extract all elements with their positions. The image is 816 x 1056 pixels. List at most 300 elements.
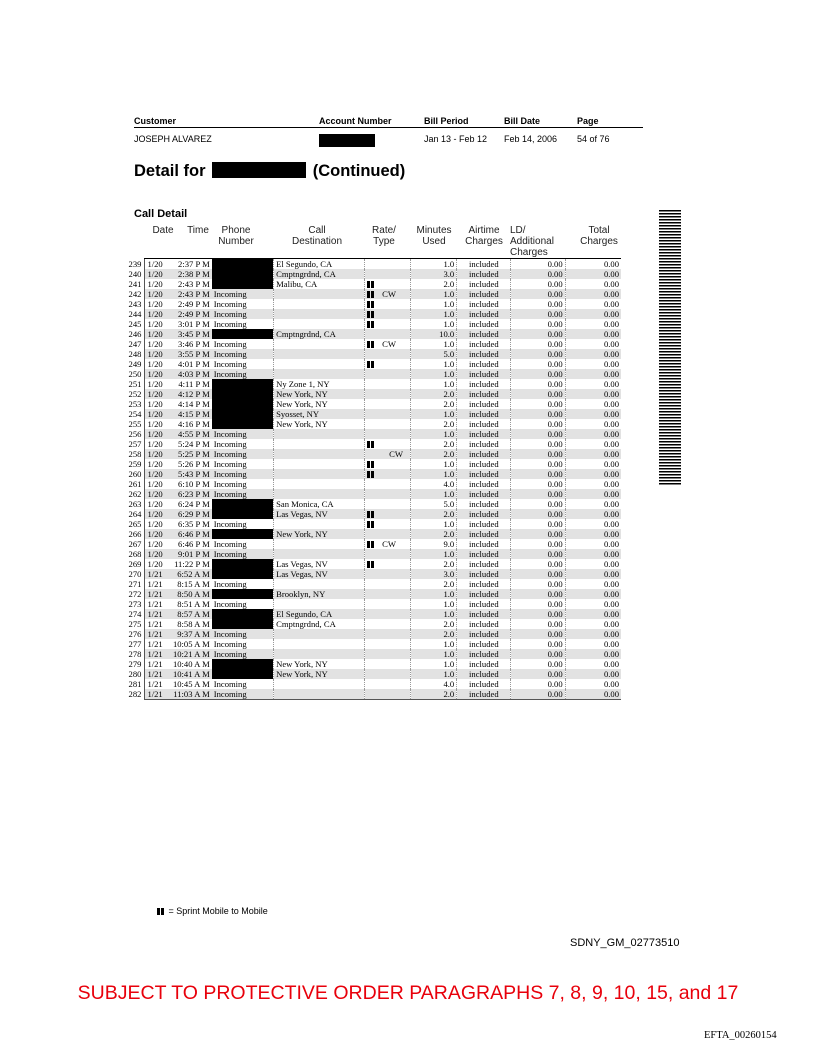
airtime-charges: included bbox=[457, 309, 511, 319]
call-date: 1/20 bbox=[145, 489, 170, 499]
airtime-charges: included bbox=[457, 329, 511, 339]
ld-charges: 0.00 bbox=[511, 599, 565, 609]
rate-type bbox=[365, 429, 411, 439]
phone-number bbox=[212, 499, 274, 509]
table-row bbox=[125, 689, 621, 700]
call-time: 2:43 P M bbox=[170, 289, 212, 299]
phone-number bbox=[212, 329, 274, 339]
ld-charges: 0.00 bbox=[511, 299, 565, 309]
table-row bbox=[125, 489, 621, 499]
phone-number bbox=[212, 559, 274, 569]
row-number: 265 bbox=[128, 519, 142, 529]
call-date: 1/20 bbox=[145, 279, 170, 289]
total-charges: 0.00 bbox=[565, 539, 621, 549]
page-number: 54 of 76 bbox=[577, 134, 610, 144]
col-total: Total Charges bbox=[580, 225, 618, 247]
table-row bbox=[125, 359, 621, 369]
phone-number bbox=[212, 259, 274, 270]
call-date: 1/20 bbox=[145, 379, 170, 389]
call-destination bbox=[274, 469, 365, 479]
total-charges: 0.00 bbox=[565, 579, 621, 589]
ld-charges: 0.00 bbox=[511, 629, 565, 639]
call-date: 1/20 bbox=[145, 519, 170, 529]
row-number: 273 bbox=[128, 599, 142, 609]
phone-number: Incoming bbox=[212, 629, 274, 639]
row-number: 272 bbox=[128, 589, 142, 599]
total-charges: 0.00 bbox=[565, 499, 621, 509]
ld-charges: 0.00 bbox=[511, 579, 565, 589]
call-date: 1/20 bbox=[145, 499, 170, 509]
total-charges: 0.00 bbox=[565, 569, 621, 579]
airtime-charges: included bbox=[457, 289, 511, 299]
phone-redaction bbox=[212, 389, 273, 399]
total-charges: 0.00 bbox=[565, 389, 621, 399]
phone-number bbox=[212, 529, 274, 539]
call-destination bbox=[274, 599, 365, 609]
total-charges: 0.00 bbox=[565, 549, 621, 559]
call-date: 1/20 bbox=[145, 429, 170, 439]
minutes-used: 2.0 bbox=[411, 629, 457, 639]
call-destination bbox=[274, 299, 365, 309]
col-ld-additional: LD/ Additional Charges bbox=[510, 225, 554, 258]
total-charges: 0.00 bbox=[565, 519, 621, 529]
row-number: 240 bbox=[128, 269, 142, 279]
mobile-to-mobile-icon bbox=[367, 470, 376, 477]
phone-number: Incoming bbox=[212, 469, 274, 479]
ld-charges: 0.00 bbox=[511, 499, 565, 509]
call-destination: Las Vegas, NV bbox=[274, 509, 365, 519]
phone-number bbox=[212, 279, 274, 289]
table-row bbox=[125, 329, 621, 339]
total-charges: 0.00 bbox=[565, 289, 621, 299]
airtime-charges: included bbox=[457, 469, 511, 479]
mobile-to-mobile-icon bbox=[367, 540, 376, 547]
table-row bbox=[125, 539, 621, 549]
call-date: 1/20 bbox=[145, 269, 170, 279]
call-date: 1/21 bbox=[145, 669, 170, 679]
ld-charges: 0.00 bbox=[511, 339, 565, 349]
mobile-to-mobile-icon bbox=[367, 560, 376, 567]
barcode bbox=[659, 210, 681, 485]
rate-type bbox=[365, 679, 411, 689]
call-date: 1/20 bbox=[145, 339, 170, 349]
minutes-used: 9.0 bbox=[411, 539, 457, 549]
phone-number: Incoming bbox=[213, 479, 247, 489]
ld-charges: 0.00 bbox=[511, 669, 565, 679]
call-date: 1/21 bbox=[145, 639, 170, 649]
row-number: 280 bbox=[128, 669, 142, 679]
mobile-to-mobile-icon bbox=[157, 907, 166, 914]
row-number: 253 bbox=[128, 399, 142, 409]
call-destination bbox=[274, 489, 365, 499]
airtime-charges: included bbox=[457, 659, 511, 669]
call-time: 10:45 A M bbox=[172, 679, 210, 689]
col-destination: Call Destination bbox=[291, 225, 343, 247]
call-date: 1/21 bbox=[145, 629, 170, 639]
minutes-used: 1.0 bbox=[411, 669, 457, 679]
airtime-charges: included bbox=[457, 449, 511, 459]
total-charges: 0.00 bbox=[565, 459, 621, 469]
call-time: 8:50 A M bbox=[170, 589, 212, 599]
minutes-used: 1.0 bbox=[411, 659, 457, 669]
table-row bbox=[125, 579, 621, 589]
minutes-used: 2.0 bbox=[411, 389, 457, 399]
ld-charges: 0.00 bbox=[511, 619, 565, 629]
call-destination bbox=[274, 479, 365, 489]
table-row bbox=[125, 399, 621, 409]
call-time: 10:21 A M bbox=[170, 649, 212, 659]
total-charges: 0.00 bbox=[565, 359, 621, 369]
page-label: Page bbox=[577, 116, 599, 126]
call-destination bbox=[274, 309, 365, 319]
page-title bbox=[134, 162, 405, 181]
airtime-charges: included bbox=[457, 529, 511, 539]
minutes-used: 1.0 bbox=[411, 259, 457, 270]
call-date: 1/21 bbox=[145, 659, 170, 669]
rate-type bbox=[365, 609, 411, 619]
col-phone: Phone Number bbox=[218, 225, 254, 247]
call-date: 1/20 bbox=[145, 369, 170, 379]
efta-number: EFTA_00260154 bbox=[704, 1030, 777, 1041]
rate-type bbox=[365, 359, 411, 369]
call-time: 10:40 A M bbox=[172, 659, 210, 669]
row-number: 239 bbox=[128, 258, 142, 269]
call-date: 1/21 bbox=[145, 579, 170, 589]
call-date: 1/20 bbox=[145, 479, 170, 489]
table-row bbox=[125, 289, 621, 299]
call-time: 8:58 A M bbox=[177, 619, 210, 629]
total-charges: 0.00 bbox=[565, 589, 621, 599]
phone-number: Incoming bbox=[213, 359, 247, 369]
table-row bbox=[125, 439, 621, 449]
phone-number bbox=[212, 589, 274, 599]
airtime-charges: included bbox=[457, 319, 511, 329]
call-date: 1/20 bbox=[145, 389, 170, 399]
airtime-charges: included bbox=[457, 499, 511, 509]
call-destination bbox=[274, 639, 365, 649]
total-charges: 0.00 bbox=[565, 609, 621, 619]
total-charges: 0.00 bbox=[565, 659, 621, 669]
call-date: 1/20 bbox=[145, 359, 170, 369]
airtime-charges: included bbox=[457, 349, 511, 359]
call-destination: New York, NY bbox=[274, 669, 365, 679]
airtime-charges: included bbox=[457, 629, 511, 639]
bates-number: SDNY_GM_02773510 bbox=[570, 937, 680, 949]
table-row bbox=[125, 409, 621, 419]
phone-redaction bbox=[212, 569, 273, 579]
call-destination: Ny Zone 1, NY bbox=[274, 379, 365, 389]
table-row bbox=[125, 639, 621, 649]
airtime-charges: included bbox=[457, 589, 511, 599]
row-number: 279 bbox=[128, 659, 142, 669]
phone-number: Incoming bbox=[212, 449, 274, 459]
airtime-charges: included bbox=[457, 389, 511, 399]
table-row bbox=[125, 549, 621, 559]
call-date: 1/21 bbox=[145, 609, 170, 619]
total-charges: 0.00 bbox=[565, 639, 621, 649]
phone-number: Incoming bbox=[213, 519, 247, 529]
rate-type bbox=[365, 459, 411, 469]
call-time: 3:01 P M bbox=[178, 319, 210, 329]
rate-type bbox=[365, 579, 411, 589]
ld-charges: 0.00 bbox=[511, 419, 565, 429]
call-waiting-code: CW bbox=[382, 539, 396, 549]
ld-charges: 0.00 bbox=[511, 469, 565, 479]
mobile-to-mobile-icon bbox=[367, 290, 376, 297]
airtime-charges: included bbox=[457, 359, 511, 369]
rate-type bbox=[365, 389, 411, 399]
phone-redaction bbox=[212, 269, 273, 279]
minutes-used: 4.0 bbox=[411, 679, 457, 689]
call-destination: Cmptngrdnd, CA bbox=[274, 329, 365, 339]
row-number: 267 bbox=[128, 539, 142, 549]
row-number: 255 bbox=[128, 419, 142, 429]
call-destination: El Segundo, CA bbox=[274, 259, 365, 270]
ld-charges: 0.00 bbox=[511, 659, 565, 669]
ld-charges: 0.00 bbox=[511, 399, 565, 409]
minutes-used: 1.0 bbox=[411, 379, 457, 389]
call-date: 1/20 bbox=[145, 509, 170, 519]
call-date: 1/20 bbox=[145, 439, 170, 449]
account-number-redaction bbox=[319, 134, 375, 147]
rate-type bbox=[365, 399, 411, 409]
airtime-charges: included bbox=[457, 419, 511, 429]
call-date: 1/20 bbox=[145, 319, 170, 329]
rate-type bbox=[365, 649, 411, 659]
phone-number bbox=[212, 409, 274, 419]
call-destination bbox=[274, 349, 365, 359]
rate-type bbox=[365, 669, 411, 679]
minutes-used: 2.0 bbox=[411, 559, 457, 569]
rate-type bbox=[365, 629, 411, 639]
phone-redaction bbox=[212, 419, 273, 429]
airtime-charges: included bbox=[457, 279, 511, 289]
row-number: 241 bbox=[128, 279, 142, 289]
table-row bbox=[125, 609, 621, 619]
minutes-used: 2.0 bbox=[411, 509, 457, 519]
bill-date-label: Bill Date bbox=[504, 116, 541, 126]
row-number: 249 bbox=[128, 359, 142, 369]
total-charges: 0.00 bbox=[565, 649, 621, 659]
ld-charges: 0.00 bbox=[511, 539, 565, 549]
minutes-used: 1.0 bbox=[411, 609, 457, 619]
rate-type bbox=[365, 509, 411, 519]
call-destination: New York, NY bbox=[274, 529, 365, 539]
ld-charges: 0.00 bbox=[511, 509, 565, 519]
airtime-charges: included bbox=[457, 369, 511, 379]
rate-type bbox=[365, 539, 411, 549]
table-row bbox=[125, 589, 621, 599]
call-destination bbox=[274, 679, 365, 689]
ld-charges: 0.00 bbox=[511, 589, 565, 599]
rate-type bbox=[365, 659, 411, 669]
row-number: 245 bbox=[128, 319, 142, 329]
rate-type bbox=[365, 299, 411, 309]
row-number: 282 bbox=[128, 689, 142, 700]
customer-name: JOSEPH ALVAREZ bbox=[134, 134, 212, 144]
minutes-used: 5.0 bbox=[411, 349, 457, 359]
phone-number: Incoming bbox=[213, 339, 247, 349]
total-charges: 0.00 bbox=[565, 529, 621, 539]
table-row bbox=[125, 309, 621, 319]
airtime-charges: included bbox=[457, 399, 511, 409]
table-row bbox=[125, 379, 621, 389]
call-time: 3:55 P M bbox=[170, 349, 212, 359]
call-date: 1/20 bbox=[145, 289, 170, 299]
phone-number: Incoming bbox=[213, 579, 247, 589]
phone-number: Incoming bbox=[212, 689, 274, 700]
call-time: 10:05 A M bbox=[172, 639, 210, 649]
airtime-charges: included bbox=[457, 689, 511, 700]
total-charges: 0.00 bbox=[565, 449, 621, 459]
minutes-used: 1.0 bbox=[411, 409, 457, 419]
phone-redaction bbox=[212, 499, 273, 509]
minutes-used: 3.0 bbox=[411, 269, 457, 279]
call-destination bbox=[274, 539, 365, 549]
phone-number bbox=[212, 379, 274, 389]
call-time: 2:43 P M bbox=[178, 279, 210, 289]
table-row bbox=[125, 449, 621, 459]
airtime-charges: included bbox=[457, 599, 511, 609]
ld-charges: 0.00 bbox=[511, 609, 565, 619]
rate-type bbox=[365, 319, 411, 329]
rate-type bbox=[365, 689, 411, 700]
phone-number bbox=[212, 569, 274, 579]
total-charges: 0.00 bbox=[565, 409, 621, 419]
call-date: 1/20 bbox=[145, 469, 170, 479]
airtime-charges: included bbox=[457, 579, 511, 589]
table-row bbox=[125, 459, 621, 469]
table-row bbox=[125, 259, 621, 270]
minutes-used: 4.0 bbox=[411, 479, 457, 489]
row-number: 257 bbox=[128, 439, 142, 449]
call-time: 6:35 P M bbox=[178, 519, 210, 529]
call-time: 4:11 P M bbox=[178, 379, 210, 389]
rate-type bbox=[365, 599, 411, 609]
call-time: 2:38 P M bbox=[170, 269, 212, 279]
airtime-charges: included bbox=[457, 339, 511, 349]
call-destination: New York, NY bbox=[274, 419, 365, 429]
phone-redaction bbox=[212, 279, 273, 289]
ld-charges: 0.00 bbox=[511, 489, 565, 499]
phone-redaction bbox=[212, 659, 273, 669]
mobile-to-mobile-icon bbox=[367, 510, 376, 517]
bill-period-label: Bill Period bbox=[424, 116, 469, 126]
airtime-charges: included bbox=[457, 479, 511, 489]
total-charges: 0.00 bbox=[565, 429, 621, 439]
call-time: 6:24 P M bbox=[178, 499, 210, 509]
phone-number bbox=[212, 389, 274, 399]
phone-redaction bbox=[212, 589, 273, 599]
row-number: 260 bbox=[128, 469, 142, 479]
call-date: 1/20 bbox=[145, 549, 170, 559]
phone-redaction bbox=[212, 409, 273, 419]
call-waiting-code: CW bbox=[382, 289, 396, 299]
ld-charges: 0.00 bbox=[511, 439, 565, 449]
airtime-charges: included bbox=[457, 489, 511, 499]
row-number: 242 bbox=[128, 289, 142, 299]
ld-charges: 0.00 bbox=[511, 259, 565, 270]
total-charges: 0.00 bbox=[565, 489, 621, 499]
call-destination: Brooklyn, NY bbox=[274, 589, 365, 599]
call-date: 1/20 bbox=[145, 559, 170, 569]
table-row bbox=[125, 559, 621, 569]
rate-type bbox=[365, 589, 411, 599]
call-date: 1/20 bbox=[145, 419, 170, 429]
minutes-used: 1.0 bbox=[411, 649, 457, 659]
table-row bbox=[125, 669, 621, 679]
phone-redaction bbox=[212, 669, 273, 679]
call-destination: San Monica, CA bbox=[274, 499, 365, 509]
phone-number: Incoming bbox=[213, 459, 247, 469]
ld-charges: 0.00 bbox=[511, 459, 565, 469]
total-charges: 0.00 bbox=[565, 399, 621, 409]
call-destination bbox=[274, 689, 365, 700]
phone-number: Incoming bbox=[212, 349, 274, 359]
table-row bbox=[125, 429, 621, 439]
phone-number bbox=[212, 659, 274, 669]
phone-number: Incoming bbox=[213, 679, 247, 689]
table-row bbox=[125, 499, 621, 509]
airtime-charges: included bbox=[457, 539, 511, 549]
table-row bbox=[125, 279, 621, 289]
call-date: 1/21 bbox=[145, 689, 170, 700]
table-row bbox=[125, 659, 621, 669]
minutes-used: 10.0 bbox=[411, 329, 457, 339]
col-minutes: Minutes Used bbox=[416, 225, 452, 247]
ld-charges: 0.00 bbox=[511, 479, 565, 489]
rate-type bbox=[365, 349, 411, 359]
legend bbox=[157, 906, 268, 916]
ld-charges: 0.00 bbox=[511, 369, 565, 379]
call-date: 1/20 bbox=[145, 399, 170, 409]
minutes-used: 1.0 bbox=[411, 359, 457, 369]
row-number: 252 bbox=[128, 389, 142, 399]
phone-number: Incoming bbox=[213, 539, 247, 549]
section-title: Call Detail bbox=[134, 208, 188, 220]
call-time: 10:41 A M bbox=[170, 669, 212, 679]
phone-number: Incoming bbox=[213, 439, 247, 449]
airtime-charges: included bbox=[457, 519, 511, 529]
phone-number: Incoming bbox=[212, 489, 274, 499]
rate-type bbox=[365, 409, 411, 419]
minutes-used: 2.0 bbox=[411, 689, 457, 700]
rate-type bbox=[365, 439, 411, 449]
phone-number: Incoming bbox=[213, 319, 247, 329]
rate-type bbox=[365, 419, 411, 429]
airtime-charges: included bbox=[457, 439, 511, 449]
minutes-used: 1.0 bbox=[411, 429, 457, 439]
table-row bbox=[125, 469, 621, 479]
airtime-charges: included bbox=[457, 459, 511, 469]
rate-type bbox=[365, 469, 411, 479]
row-number: 261 bbox=[128, 479, 142, 489]
table-row bbox=[125, 269, 621, 279]
minutes-used: 1.0 bbox=[411, 289, 457, 299]
rate-type bbox=[365, 269, 411, 279]
call-destination bbox=[274, 579, 365, 589]
total-charges: 0.00 bbox=[565, 619, 621, 629]
call-time: 6:52 A M bbox=[170, 569, 212, 579]
call-destination: Malibu, CA bbox=[274, 279, 365, 289]
call-destination: El Segundo, CA bbox=[274, 609, 365, 619]
minutes-used: 2.0 bbox=[411, 279, 457, 289]
call-time: 6:23 P M bbox=[170, 489, 212, 499]
total-charges: 0.00 bbox=[565, 299, 621, 309]
row-number: 259 bbox=[128, 459, 142, 469]
row-number: 266 bbox=[128, 529, 142, 539]
ld-charges: 0.00 bbox=[511, 389, 565, 399]
